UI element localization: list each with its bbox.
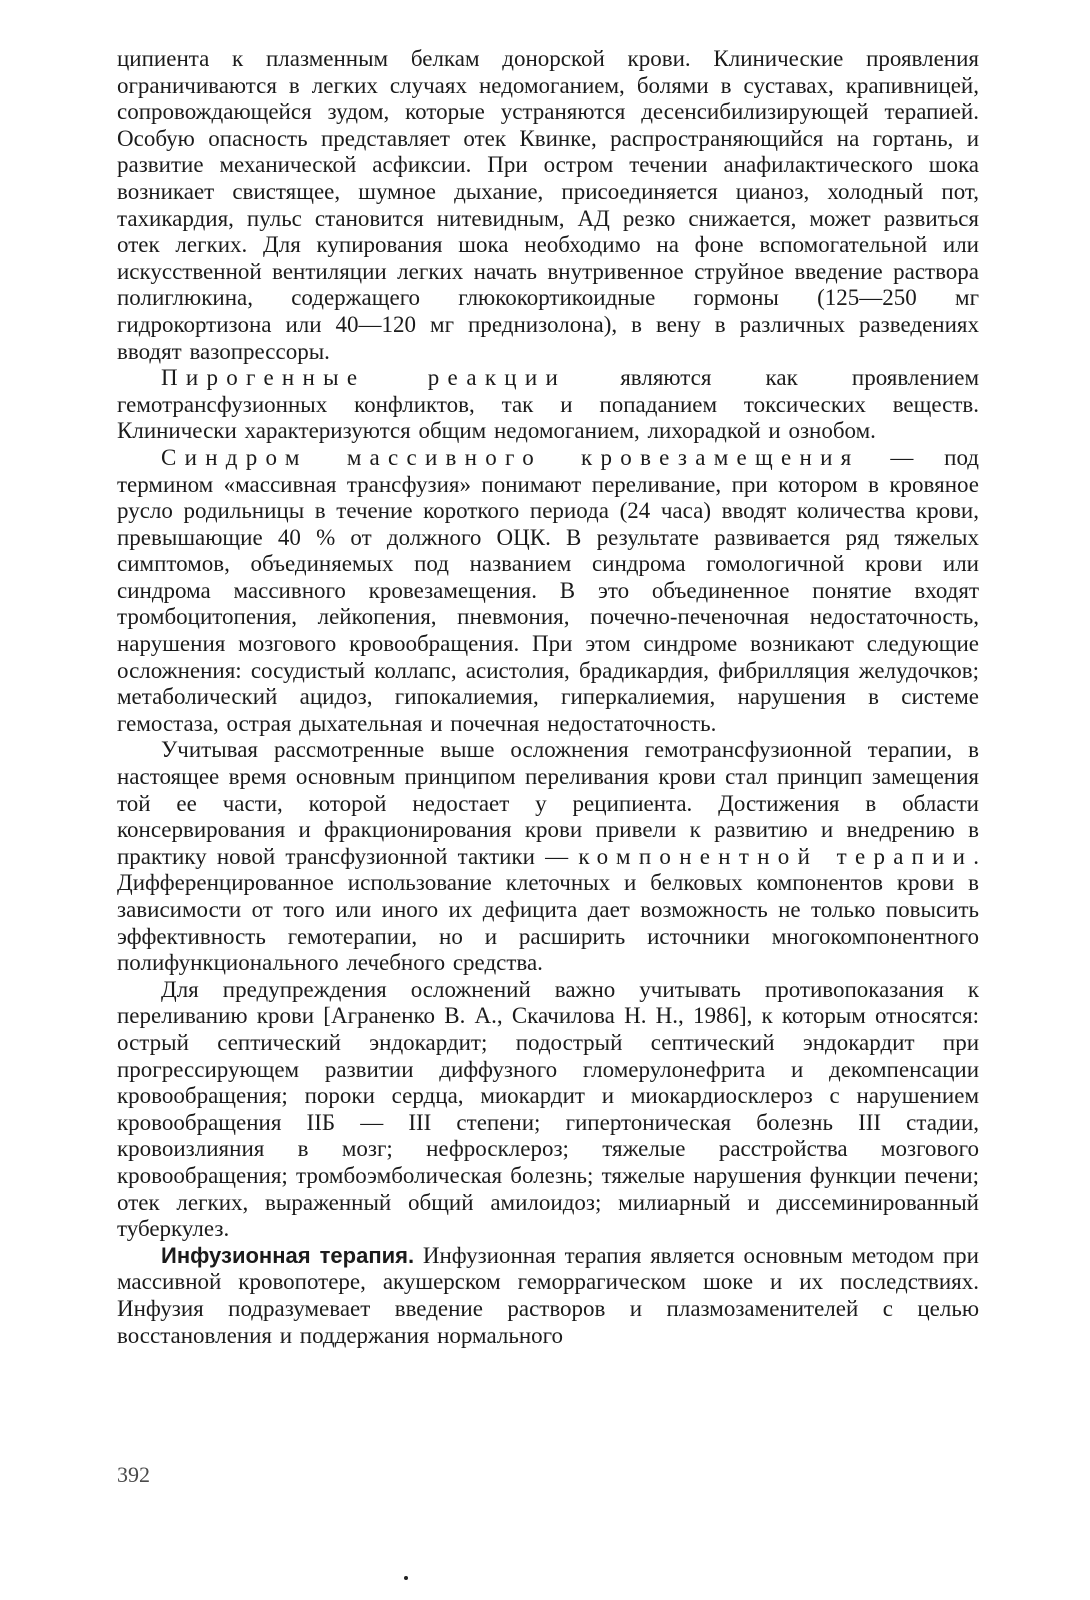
paragraph-pyrogenic-reactions <box>117 365 979 445</box>
paragraph-text: являются как проявлением гемотрансфузионных конфликтов, так и попаданием токсических веществ. Клинически характеризуются общим недомоганием, лихорадкой и ознобом. <box>117 365 980 444</box>
spaced-term: Синдром массивного кровезамещения <box>161 444 860 470</box>
paragraph-text: . Дифференцированное использование клеточных и белковых компонентов крови в зависимости от того или иного их дефицита дает возможность не только повысить эффективность гемотерапии, но и расширить источники многокомпонентного полифункционального лечебного средства. <box>117 843 979 976</box>
paragraph-text: Для предупреждения осложнений важно учитывать противопоказания к переливанию крови [Аграненко В. А., Скачилова Н. Н., 1986], к которым относятся: острый септический эндокардит; подострый септический эндокардит при прогрессирующем развитии диффузного гломерулонефрита и декомпенсации кровообращения; пороки сердца, миокардит и миокардиосклероз с нарушением кровообращения IIБ — III степени; гипертоническая болезнь III стадии, кровоизлияния в мозг; нефросклероз; тяжелые расстройства мозгового кровообращения; тромбоэмболическая болезнь; тяжелые нарушения функции печени; отек легких, выраженный общий амилоидоз; милиарный и диссеминированный туберкулез. <box>117 976 979 1242</box>
page-body <box>117 46 979 1349</box>
paragraph-text: ципиента к плазменным белкам донорской крови. Клинические проявления ограничиваются в легких случаях недомоганием, болями в суставах, крапивницей, сопровождающейся зудом, которые устраняются десенсибилизирующей терапией. Особую опасность представляет отек Квинке, распространяющийся на гортань, и развитие механической асфиксии. При остром течении анафилактического шока возникает свистящее, шумное дыхание, присоединяется цианоз, холодный пот, тахикардия, пульс становится нитевидным, АД резко снижается, может развиться отек легких. Для купирования шока необходимо на фоне вспомогательной или искусственной вентиляции легких начать внутривенное струйное введение раствора полиглюкина, содержащего глюкокортикоидные гормоны (125—250 мг гидрокортизона или 40—120 мг преднизолона), в вену в различных разведениях вводят вазопрессоры. <box>117 46 979 364</box>
paragraph-text: Инфузионная терапия является основным методом при массивной кровопотере, акушерском геморрагическом шоке и их последствиях. Инфузия подразумевает введение растворов и плазмозаменителей с целью восстановления и поддержания нормального <box>117 1242 979 1348</box>
paragraph-text-before: Учитывая рассмотренные выше осложнения гемотрансфузионной терапии, в настоящее время основным принципом переливания крови стал принцип замещения той ее части, которой недостает у реципиента. Достижения в области консервирования и фракционирования крови привели к развитию и внедрению в практику новой трансфузионной тактики — <box>117 737 979 869</box>
print-speck <box>404 1576 408 1580</box>
spaced-term: компонентной терапии <box>578 843 974 869</box>
section-heading: Инфузионная терапия. <box>161 1242 415 1268</box>
spaced-term: Пирогенные реакции <box>161 365 567 391</box>
paragraph-component-therapy <box>117 737 979 976</box>
paragraph-anaphylaxis <box>117 46 979 365</box>
paragraph-massive-transfusion-syndrome <box>117 445 979 738</box>
page-number: 392 <box>117 1462 150 1487</box>
paragraph-contraindications <box>117 977 979 1243</box>
paragraph-text: — под термином «массивная трансфузия» понимают переливание, при котором в кровяное русло родильницы в течение короткого периода (24 часа) вводят количества крови, превышающие 40 % от должного ОЦК. В результате развивается ряд тяжелых симптомов, объединяемых под названием синдрома гомологичной крови или синдрома массивного кровезамещения. В это объединенное понятие входят тромбоцитопения, лейкопения, пневмония, почечно-печеночная недостаточность, нарушения мозгового кровообращения. При этом синдроме возникают следующие осложнения: сосудистый коллапс, асистолия, брадикардия, фибрилляция желудочков; метаболический ацидоз, гипокалиемия, гиперкалиемия, нарушения в системе гемостаза, острая дыхательная и почечная недостаточность. <box>117 444 979 736</box>
paragraph-infusion-therapy <box>117 1243 979 1349</box>
